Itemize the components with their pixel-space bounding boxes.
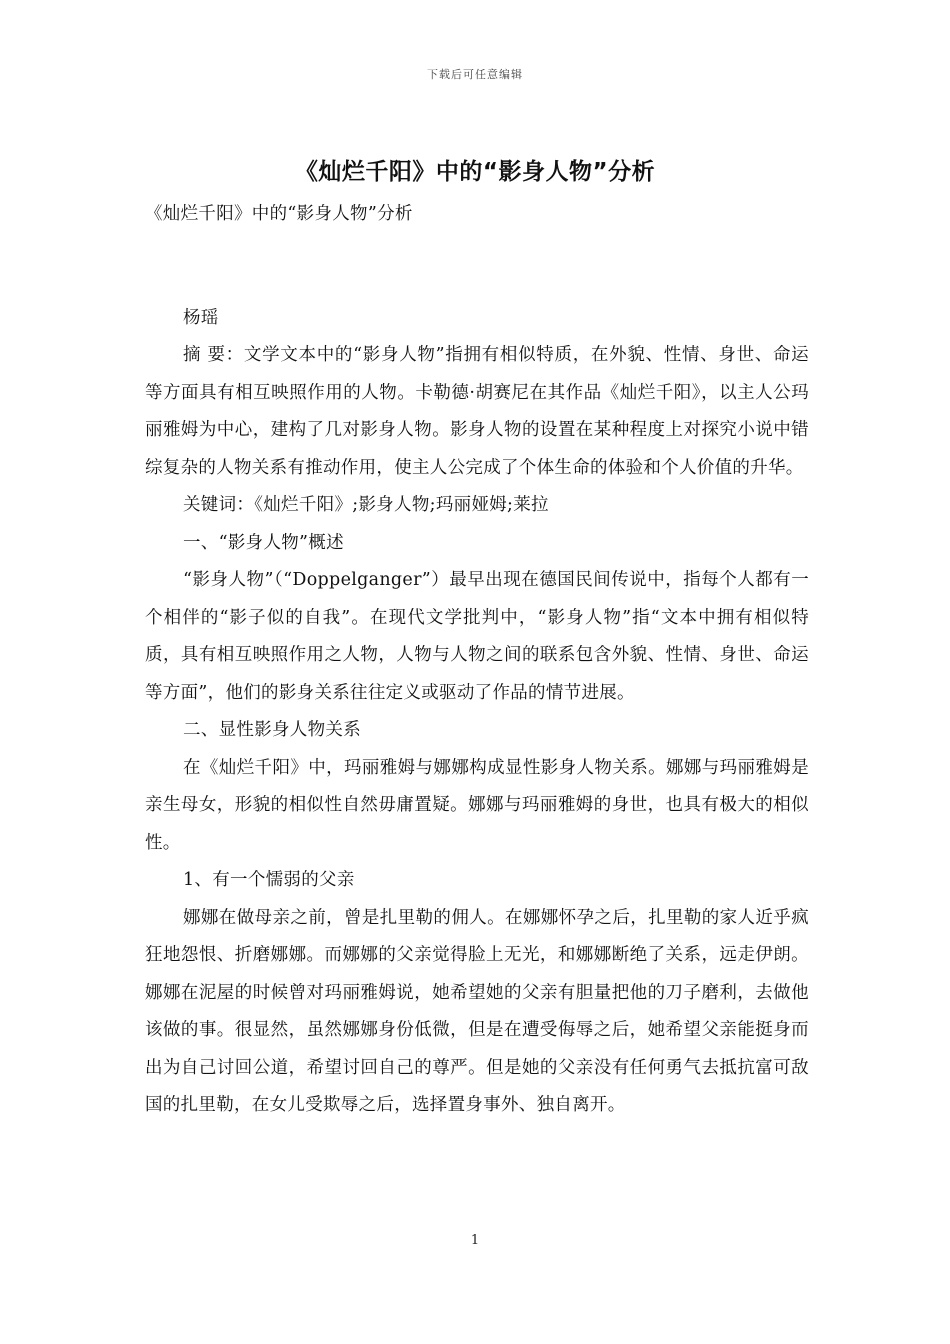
keywords-line: 关键词：《灿烂千阳》;影身人物;玛丽娅姆;莱拉: [183, 495, 549, 515]
document-subtitle: 《灿烂千阳》中的“影身人物”分析: [145, 204, 413, 224]
section-1-paragraph: “影身人物”（“Doppelganger”）最早出现在德国民间传说中，指每个人都有一个相伴的“影子似的自我”。在现代文学批判中，“影身人物”指“文本中拥有相似特质，具有相互映照作用之人物，人物与人物之间的联系包含外貌、性情、身世、命运等方面”，他们的影身关系往往定义或驱动了作品的情节进展。: [145, 570, 809, 703]
section-2-heading: 二、显性影身人物关系: [183, 720, 361, 740]
subsection-1-heading: 1、有一个懦弱的父亲: [183, 870, 355, 890]
section-1-heading: 一、“影身人物”概述: [183, 532, 344, 553]
spacer: [145, 234, 809, 300]
page-number: 1: [470, 1233, 480, 1248]
author-name: 杨瑶: [183, 307, 219, 328]
document-title: 《灿烂千阳》中的“影身人物”分析: [294, 159, 656, 185]
abstract-paragraph: 摘 要：文学文本中的“影身人物”指拥有相似特质，在外貌、性情、身世、命运等方面具有相互映照作用的人物。卡勒德·胡赛尼在其作品《灿烂千阳》，以主人公玛丽雅姆为中心，建构了几对影身人物。影身人物的设置在某种程度上对探究小说中错综复杂的人物关系有推动作用，使主人公完成了个体生命的体验和个人价值的升华。: [145, 345, 809, 478]
page-header-note: 下载后可任意编辑: [427, 68, 523, 81]
section-2-paragraph: 在《灿烂千阳》中，玛丽雅姆与娜娜构成显性影身人物关系。娜娜与玛丽雅姆是亲生母女，形貌的相似性自然毋庸置疑。娜娜与玛丽雅姆的身世，也具有极大的相似性。: [145, 757, 809, 853]
document-body: [145, 196, 809, 1125]
subsection-1-paragraph: 娜娜在做母亲之前，曾是扎里勒的佣人。在娜娜怀孕之后，扎里勒的家人近乎疯狂地怨恨、折磨娜娜。而娜娜的父亲觉得脸上无光，和娜娜断绝了关系，远走伊朗。娜娜在泥屋的时候曾对玛丽雅姆说，她希望她的父亲有胆量把他的刀子磨利，去做他该做的事。很显然，虽然娜娜身份低微，但是在遭受侮辱之后，她希望父亲能挺身而出为自己讨回公道，希望讨回自己的尊严。但是她的父亲没有任何勇气去抵抗富可敌国的扎里勒，在女儿受欺辱之后，选择置身事外、独自离开。: [145, 907, 809, 1115]
